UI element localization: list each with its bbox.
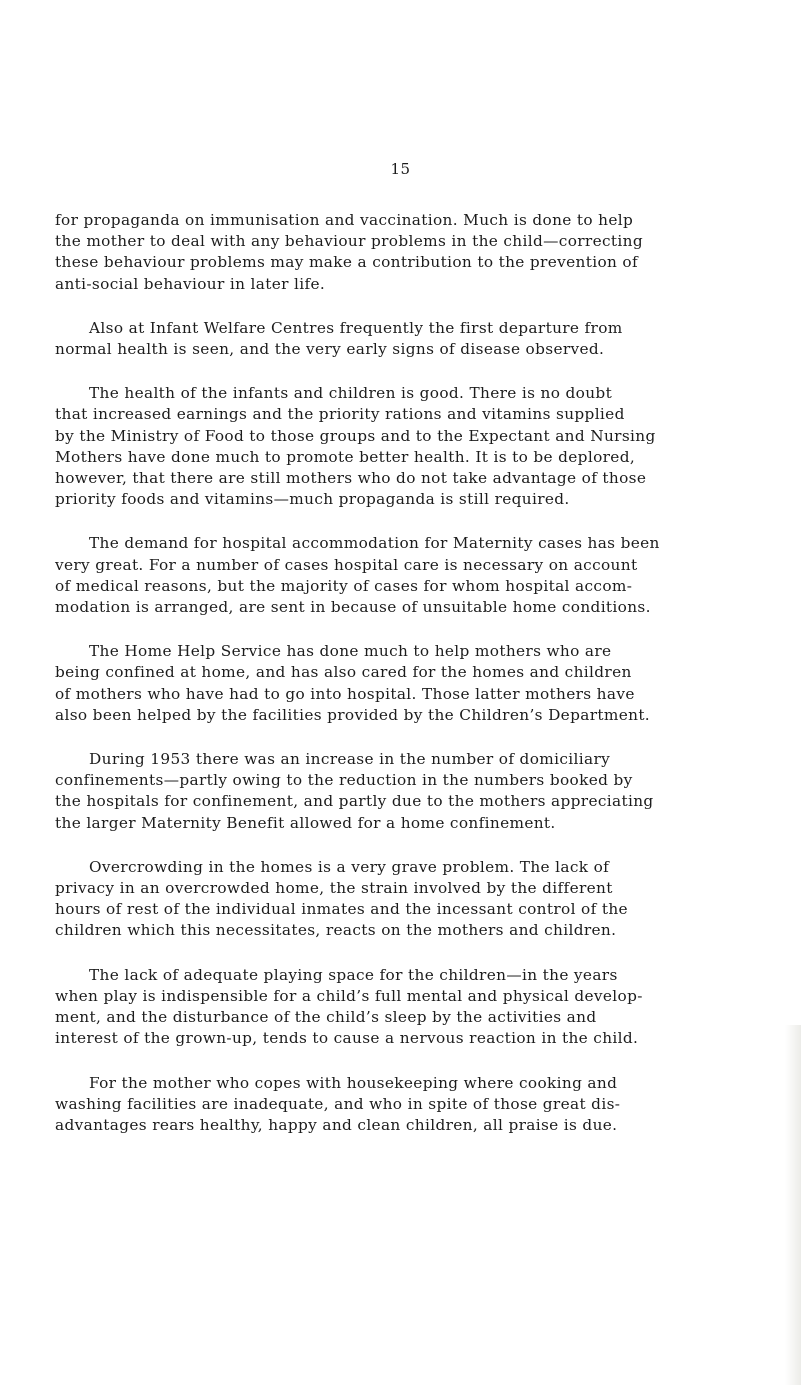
text-line: Mothers have done much to promote better health. It is to be deplored, — [55, 447, 636, 466]
text-line: for propaganda on immunisation and vaccination. Much is done to help — [55, 211, 634, 229]
text-line: by the Ministry of Food to those groups and to the Expectant and Nursing — [55, 426, 656, 445]
text-line: privacy in an overcrowded home, the strain involved by the different — [55, 879, 613, 898]
page-edge-shadow — [785, 1025, 801, 1385]
paragraph-7 — [55, 857, 757, 942]
text-line: The demand for hospital accommodation for Maternity cases has been — [89, 534, 660, 553]
text-line: when play is indispensible for a child’s full mental and physical develop- — [55, 986, 643, 1005]
text-line: modation is arranged, are sent in because of unsuitable home conditions. — [55, 598, 651, 617]
paragraph-6 — [55, 749, 757, 834]
text-line: that increased earnings and the priority rations and vitamins supplied — [55, 405, 625, 424]
text-line: The health of the infants and children is good. There is no doubt — [89, 384, 613, 403]
body-text — [55, 210, 757, 1159]
paragraph-1 — [55, 210, 757, 295]
paragraph-4 — [55, 533, 757, 618]
text-line: hours of rest of the individual inmates and the incessant control of the — [55, 900, 628, 919]
text-line: these behaviour problems may make a contribution to the prevention of — [55, 253, 639, 272]
text-line: The lack of adequate playing space for the children—in the years — [89, 965, 618, 984]
text-line: normal health is seen, and the very early signs of disease observed. — [55, 340, 605, 359]
text-line: the mother to deal with any behaviour problems in the child—correcting — [55, 232, 643, 251]
text-line: priority foods and vitamins—much propaganda is still required. — [55, 490, 570, 509]
text-line: confinements—partly owing to the reduction in the numbers booked by — [55, 771, 633, 790]
text-line: also been helped by the facilities provided by the Children’s Department. — [55, 705, 651, 724]
text-line: the hospitals for confinement, and partly due to the mothers appreciating — [55, 792, 654, 811]
text-line: very great. For a number of cases hospital care is necessary on account — [55, 555, 638, 574]
text-line: For the mother who copes with housekeeping where cooking and — [89, 1073, 618, 1092]
text-line: interest of the grown-up, tends to cause a nervous reaction in the child. — [55, 1029, 639, 1048]
paragraph-5 — [55, 641, 757, 726]
text-line: The Home Help Service has done much to help mothers who are — [89, 642, 612, 661]
paragraph-8 — [55, 965, 757, 1050]
text-line: During 1953 there was an increase in the number of domiciliary — [89, 750, 611, 769]
text-line: of medical reasons, but the majority of cases for whom hospital accom- — [55, 576, 633, 595]
paragraph-9 — [55, 1073, 757, 1137]
text-line: children which this necessitates, reacts on the mothers and children. — [55, 921, 617, 940]
text-line: ment, and the disturbance of the child’s sleep by the activities and — [55, 1008, 597, 1027]
text-line: of mothers who have had to go into hospital. Those latter mothers have — [55, 684, 635, 703]
text-line: anti-social behaviour in later life. — [55, 274, 326, 293]
page-number: 15 — [390, 160, 411, 178]
text-line: Overcrowding in the homes is a very grave problem. The lack of — [89, 857, 610, 876]
text-line: the larger Maternity Benefit allowed for a home confinement. — [55, 813, 556, 832]
text-line: however, that there are still mothers who do not take advantage of those — [55, 469, 647, 488]
text-line: Also at Infant Welfare Centres frequently the first departure from — [89, 318, 623, 337]
text-line: being confined at home, and has also cared for the homes and children — [55, 663, 632, 682]
text-line: washing facilities are inadequate, and who in spite of those great dis- — [55, 1094, 621, 1113]
paragraph-2 — [55, 318, 757, 360]
paragraph-3 — [55, 383, 757, 510]
text-line: advantages rears healthy, happy and clean children, all praise is due. — [55, 1115, 618, 1134]
